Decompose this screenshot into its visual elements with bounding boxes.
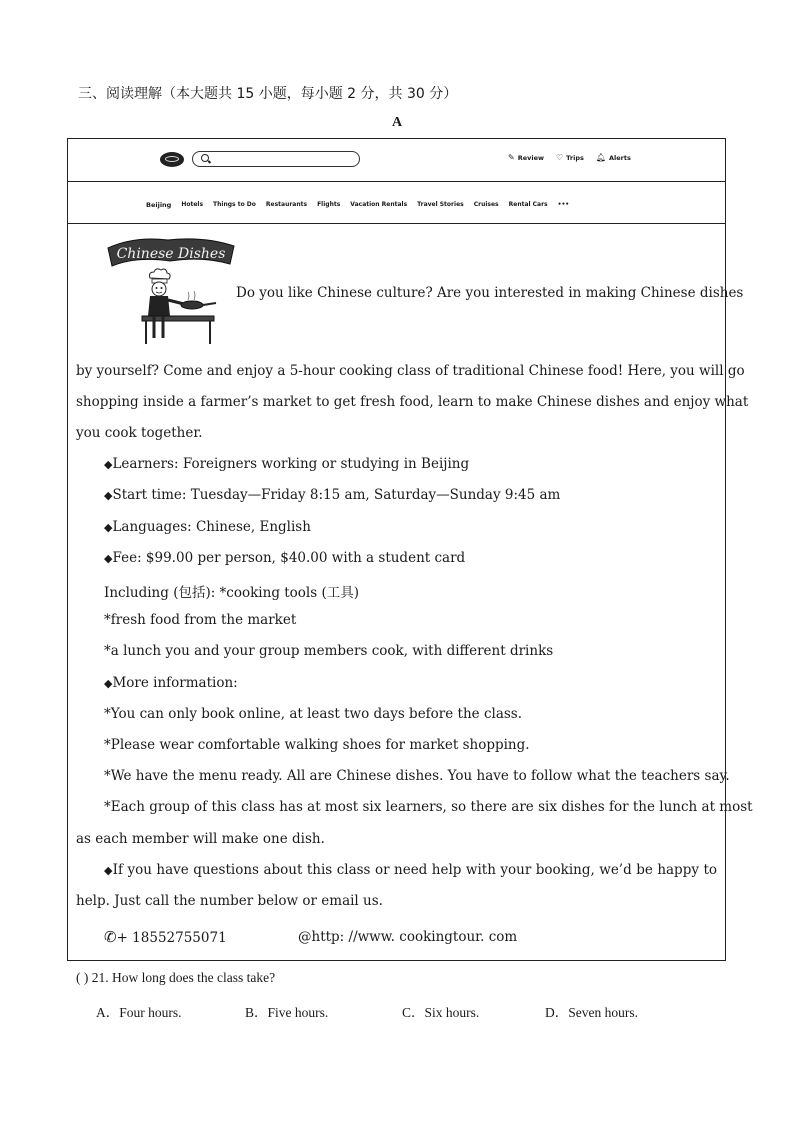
option-d-letter: D．	[545, 1005, 569, 1020]
contact-email: @http: //www. cookingtour. com	[298, 929, 518, 945]
option-d[interactable]	[545, 1001, 638, 1021]
option-b-letter: B．	[245, 1005, 268, 1020]
including-food: *fresh food from the market	[104, 612, 297, 628]
bullet-icon: ◆	[104, 521, 113, 534]
passage-intro-line-1: Do you like Chinese culture? Are you interested in making Chinese dishes	[236, 285, 744, 301]
passage-intro-line-3: shopping inside a farmer’s market to get fresh food, learn to make Chinese dishes and enjoy what	[76, 394, 749, 410]
question-21: ( ) 21. How long does the class take?	[76, 970, 276, 985]
site-logo[interactable]	[160, 152, 184, 167]
nav-review[interactable]	[508, 153, 544, 162]
search-input[interactable]	[192, 151, 360, 167]
info-shoes: *Please wear comfortable walking shoes for market shopping.	[104, 737, 530, 753]
category-cruises[interactable]: Cruises	[473, 201, 499, 208]
nav-trips-label: Trips	[566, 153, 584, 162]
category-rental-cars[interactable]: Rental Cars	[508, 201, 548, 208]
phone-icon: ✆	[104, 928, 117, 946]
category-bar	[68, 181, 725, 224]
part-letter: A	[391, 115, 403, 130]
chef-illustration	[104, 234, 238, 346]
fee-item	[104, 550, 465, 566]
search-icon	[201, 154, 209, 162]
category-beijing[interactable]: Beijing	[146, 201, 172, 209]
nav-trips[interactable]	[556, 153, 584, 162]
start-time-text: Start time: Tuesday—Friday 8:15 am, Saturday—Sunday 9:45 am	[112, 487, 561, 503]
phone-number: + 18552755071	[116, 930, 227, 946]
category-restaurants[interactable]: Restaurants	[265, 201, 308, 208]
site-topbar	[68, 139, 725, 182]
option-a[interactable]	[96, 1001, 182, 1021]
category-hotels[interactable]: Hotels	[181, 201, 204, 208]
option-c[interactable]	[402, 1001, 479, 1021]
pencil-icon: ✎	[508, 153, 515, 162]
option-b-text: Five hours.	[267, 1005, 329, 1020]
bullet-icon: ◆	[104, 677, 113, 690]
languages-text: Languages: Chinese, English	[112, 519, 311, 535]
category-travel-stories[interactable]: Travel Stories	[417, 201, 464, 208]
passage-intro-line-2: by yourself? Come and enjoy a 5-hour cooking class of traditional Chinese food! Here, you will go	[76, 363, 745, 379]
languages-item	[104, 519, 311, 535]
option-c-letter: C．	[402, 1005, 425, 1020]
category-vacation-rentals[interactable]: Vacation Rentals	[350, 201, 408, 208]
heart-icon: ♡	[556, 153, 564, 162]
bullet-icon: ◆	[104, 552, 113, 565]
option-c-text: Six hours.	[424, 1005, 480, 1020]
nav-alerts[interactable]	[596, 153, 631, 162]
ad-box	[67, 138, 753, 961]
questions-text: If you have questions about this class or need help with your booking, we’d be happy to	[112, 862, 717, 878]
info-book-online: *You can only book online, at least two days before the class.	[104, 706, 523, 722]
category-flights[interactable]: Flights	[317, 201, 341, 208]
nav-alerts-label: Alerts	[609, 153, 631, 162]
bullet-icon: ◆	[104, 458, 113, 471]
including-text: Including (包括): *cooking tools (工具)	[104, 585, 360, 601]
passage-intro-line-4: you cook together.	[76, 425, 203, 441]
info-group-line-1: *Each group of this class has at most six learners, so there are six dishes for the lunch at most	[104, 799, 753, 815]
questions-line-2: help. Just call the number below or email us.	[76, 893, 383, 909]
including-lunch: *a lunch you and your group members cook, with different drinks	[104, 643, 554, 659]
start-time-item	[104, 487, 560, 503]
learners-text: Learners: Foreigners working or studying in Beijing	[112, 456, 470, 472]
option-a-letter: A．	[96, 1005, 120, 1020]
more-icon[interactable]: •••	[557, 201, 570, 208]
info-group-line-2: as each member will make one dish.	[76, 831, 325, 847]
more-info-text: More information:	[112, 675, 238, 691]
category-things-to-do[interactable]: Things to Do	[213, 201, 256, 208]
section-title: 三、阅读理解（本大题共 15 小题，每小题 2 分，共 30 分）	[78, 86, 458, 102]
option-d-text: Seven hours.	[568, 1005, 638, 1020]
bullet-icon: ◆	[104, 489, 113, 502]
questions-line-1	[104, 862, 717, 878]
top-nav	[508, 153, 631, 162]
option-b[interactable]	[245, 1001, 328, 1021]
option-a-text: Four hours.	[119, 1005, 182, 1020]
bullet-icon: ◆	[104, 864, 113, 877]
fee-text: Fee: $99.00 per person, $40.00 with a student card	[112, 550, 466, 566]
nav-review-label: Review	[517, 153, 544, 162]
banner-text: Chinese Dishes	[116, 246, 226, 262]
contact-phone	[104, 928, 227, 946]
bell-icon: 🔔︎	[595, 153, 607, 162]
info-menu: *We have the menu ready. All are Chinese dishes. You have to follow what the teachers say.	[104, 768, 730, 784]
learners-item	[104, 456, 469, 472]
more-info-item	[104, 675, 238, 691]
